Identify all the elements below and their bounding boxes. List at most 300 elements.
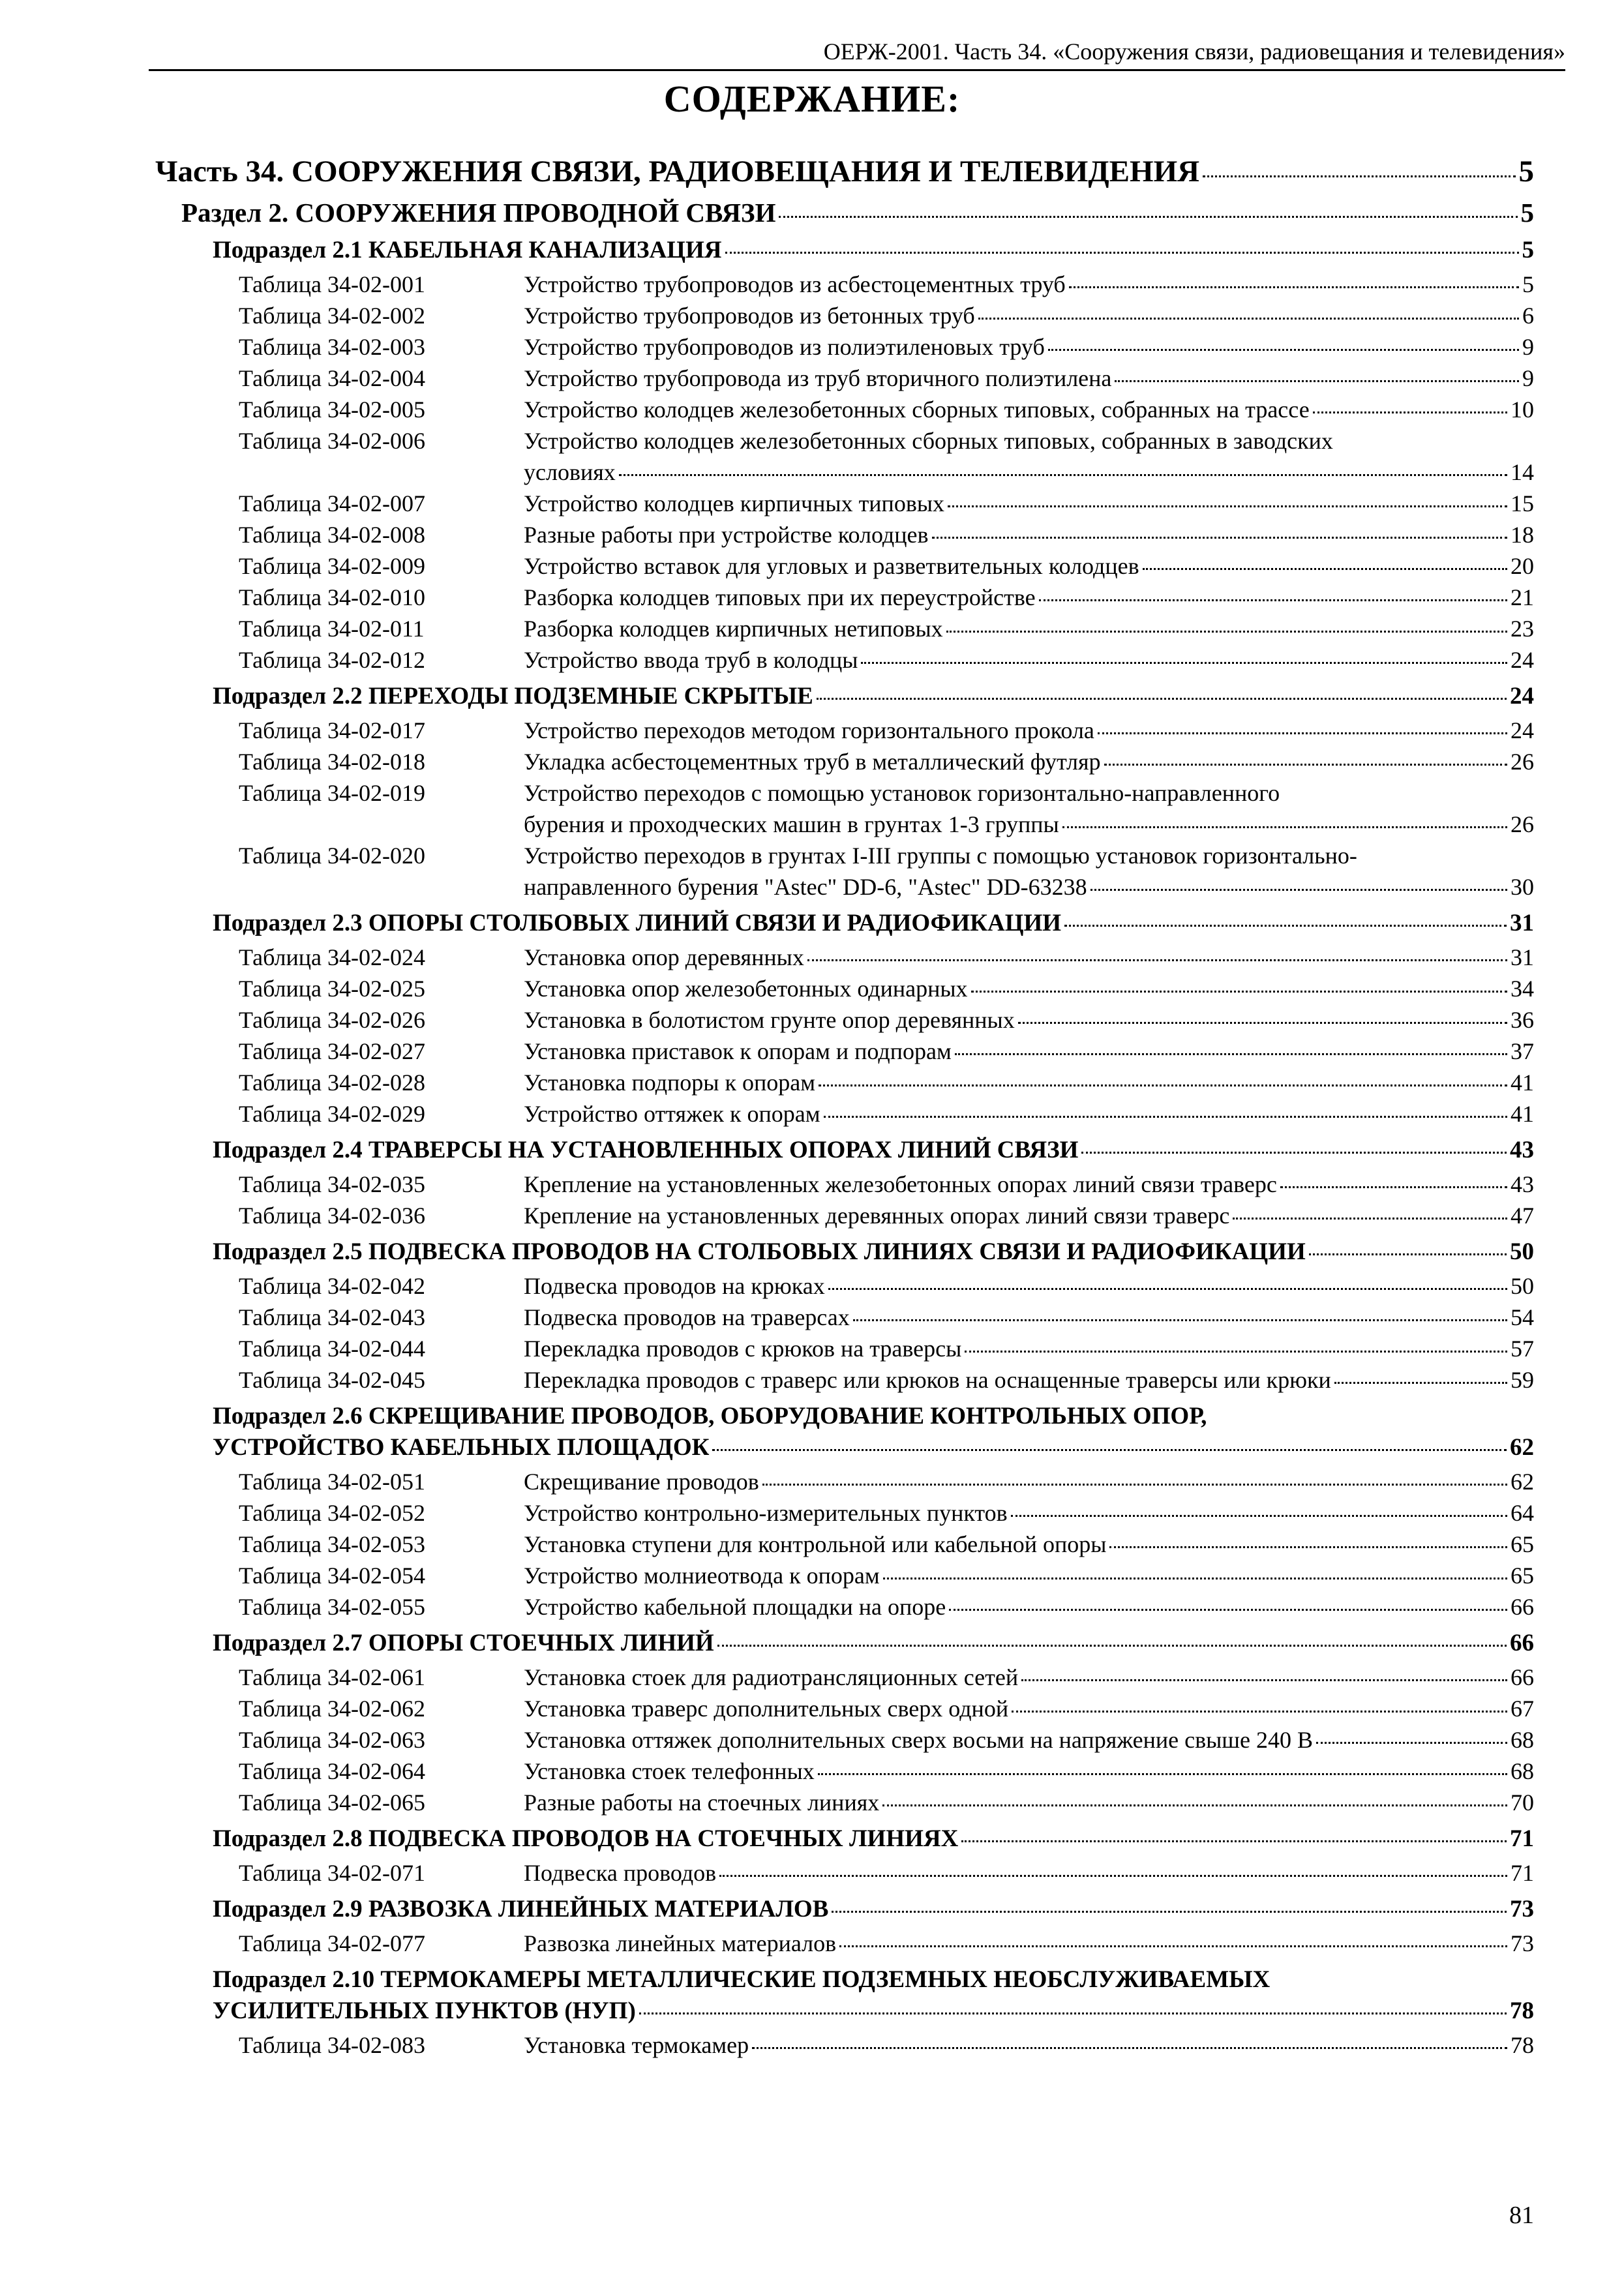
page-ref: 41 [1511, 1101, 1534, 1127]
subsection-heading[interactable] [155, 1823, 1534, 1855]
table-number: Таблица 34-02-025 [239, 976, 425, 1002]
table-number: Таблица 34-02-061 [239, 1664, 425, 1690]
subsection-heading[interactable] [155, 1236, 1534, 1268]
page-ref: 31 [1511, 944, 1534, 970]
table-number: Таблица 34-02-063 [239, 1727, 425, 1753]
toc-table-row[interactable] [239, 746, 1534, 777]
dot-leader [719, 1875, 1507, 1877]
toc-table-row[interactable] [239, 1169, 1534, 1200]
table-title: Устройство вставок для угловых и разветвительных колодцев [524, 553, 1139, 579]
subsection-title: Подраздел 2.5 ПОДВЕСКА ПРОВОДОВ НА СТОЛБОВЫХ ЛИНИЯХ СВЯЗИ И РАДИОФИКАЦИИ [213, 1238, 1306, 1265]
toc-table-row[interactable] [239, 1529, 1534, 1560]
toc-entry-line [524, 1302, 1534, 1333]
table-number: Таблица 34-02-007 [239, 490, 425, 516]
toc-entry-line [524, 1928, 1534, 1959]
page-title: СОДЕРЖАНИЕ: [663, 78, 961, 120]
dot-leader [1021, 1679, 1507, 1681]
toc-table-row[interactable] [239, 942, 1534, 973]
page-ref: 26 [1511, 749, 1534, 775]
table-number: Таблица 34-02-004 [239, 365, 425, 391]
dot-leader [1012, 1711, 1507, 1713]
toc-entry-line [524, 809, 1534, 840]
toc-entry-line [524, 331, 1534, 363]
table-number: Таблица 34-02-012 [239, 647, 425, 673]
toc-entry-line [524, 871, 1534, 903]
table-title: Разборка колодцев типовых при их переустройстве [524, 584, 1036, 610]
table-title: Устройство трубопроводов из бетонных труб [524, 303, 975, 329]
toc-table-row[interactable] [239, 1662, 1534, 1693]
page-ref: 78 [1510, 1997, 1534, 2024]
dot-leader [882, 1804, 1507, 1806]
page-ref: 65 [1511, 1563, 1534, 1589]
table-description [524, 1497, 1534, 1529]
header-rule [149, 69, 1565, 71]
page-ref: 68 [1511, 1727, 1534, 1753]
table-number: Таблица 34-02-027 [239, 1038, 425, 1064]
subsection-block [155, 908, 1534, 1130]
table-title: Перекладка проводов с траверс или крюков на оснащенные траверсы или крюки [524, 1367, 1331, 1393]
dot-leader [1115, 380, 1519, 382]
table-title: Устройство ввода труб в колодцы [524, 647, 858, 673]
table-description [524, 1662, 1534, 1693]
toc-entry-line [524, 1693, 1534, 1724]
table-description [524, 973, 1534, 1004]
page-ref: 47 [1511, 1203, 1534, 1229]
table-title: Устройство колодцев железобетонных сборных типовых, собранных в заводских [524, 428, 1333, 454]
toc-entry-line [524, 1857, 1534, 1889]
table-title: Крепление на установленных железобетонных опорах линий связи траверс [524, 1171, 1277, 1197]
table-number: Таблица 34-02-019 [239, 780, 425, 806]
dot-leader [725, 252, 1519, 254]
table-number: Таблица 34-02-055 [239, 1594, 425, 1620]
table-description [524, 363, 1534, 394]
page-ref: 57 [1511, 1336, 1534, 1362]
toc-table-row[interactable] [239, 613, 1534, 644]
toc-entry-line [524, 1004, 1534, 1036]
dot-leader [818, 1773, 1507, 1775]
table-of-contents [155, 154, 1534, 2061]
table-number: Таблица 34-02-044 [239, 1336, 425, 1362]
table-number: Таблица 34-02-002 [239, 303, 425, 329]
subsection-block [155, 1894, 1534, 1959]
subsection-block [155, 235, 1534, 676]
table-title: Установка в болотистом грунте опор деревянных [524, 1007, 1015, 1033]
table-description [524, 582, 1534, 613]
toc-entry-line [524, 550, 1534, 582]
toc-entry-line [524, 1560, 1534, 1591]
running-header: ОЕРЖ-2001. Часть 34. «Сооружения связи, радиовещания и телевидения» [823, 38, 1565, 65]
dot-leader [832, 1911, 1507, 1913]
table-title: Развозка линейных материалов [524, 1930, 837, 1956]
toc-entry-line [524, 2029, 1534, 2061]
table-description [524, 1756, 1534, 1787]
table-number: Таблица 34-02-042 [239, 1273, 425, 1299]
table-title: Подвеска проводов [524, 1860, 717, 1886]
subsection-title: Подраздел 2.8 ПОДВЕСКА ПРОВОДОВ НА СТОЕЧНЫХ ЛИНИЯХ [213, 1825, 959, 1852]
toc-table-row[interactable] [239, 715, 1534, 746]
toc-entry-line [524, 269, 1534, 300]
toc-entry-line [524, 1756, 1534, 1787]
dot-leader [819, 1085, 1507, 1086]
dot-leader [971, 991, 1507, 993]
table-title: Устройство колодцев кирпичных типовых [524, 490, 945, 516]
table-description [524, 425, 1534, 488]
dot-leader [978, 318, 1519, 320]
dot-leader [752, 2047, 1507, 2049]
dot-leader [828, 1288, 1507, 1290]
dot-leader [1064, 925, 1507, 927]
toc-entry-line [213, 1135, 1534, 1166]
toc-table-row[interactable] [239, 1466, 1534, 1497]
dot-leader [853, 1319, 1507, 1321]
table-title: Устройство кабельной площадки на опоре [524, 1594, 946, 1620]
page-ref: 5 [1522, 237, 1534, 263]
page-ref: 5 [1522, 271, 1534, 297]
subsection-title-cont: УСИЛИТЕЛЬНЫХ ПУНКТОВ (НУП) [213, 1997, 636, 2024]
table-number: Таблица 34-02-065 [239, 1789, 425, 1816]
table-description [524, 1560, 1534, 1591]
table-description [524, 1036, 1534, 1067]
table-title: Установка приставок к опорам и подпорам [524, 1038, 952, 1064]
page-ref: 34 [1511, 976, 1534, 1002]
page-ref: 26 [1511, 811, 1534, 837]
subsection-list [155, 235, 1534, 2061]
toc-table-row[interactable] [239, 1693, 1534, 1724]
table-description [524, 1591, 1534, 1623]
toc-entry-line [213, 1894, 1534, 1925]
toc-entry-line [213, 1823, 1534, 1855]
toc-entry-line [524, 1466, 1534, 1497]
page-ref: 20 [1511, 553, 1534, 579]
table-description [524, 1333, 1534, 1364]
table-title: Крепление на установленных деревянных опорах линий связи траверс [524, 1203, 1230, 1229]
toc-table-row[interactable] [239, 2029, 1534, 2061]
table-description [524, 1067, 1534, 1098]
page-ref: 43 [1510, 1137, 1534, 1163]
table-number: Таблица 34-02-036 [239, 1203, 425, 1229]
toc-entry-line [213, 681, 1534, 712]
page-ref: 43 [1511, 1171, 1534, 1197]
subsection-heading[interactable] [155, 1135, 1534, 1166]
page-number: 81 [1509, 2202, 1534, 2229]
toc-table-row[interactable] [239, 1364, 1534, 1396]
toc-table-row[interactable] [239, 973, 1534, 1004]
table-title: Установка опор деревянных [524, 944, 804, 970]
table-description [524, 1302, 1534, 1333]
page-ref: 71 [1511, 1860, 1534, 1886]
toc-table-row[interactable] [239, 550, 1534, 582]
subsection-title: Подраздел 2.6 СКРЕЩИВАНИЕ ПРОВОДОВ, ОБОРУДОВАНИЕ КОНТРОЛЬНЫХ ОПОР, [213, 1403, 1207, 1429]
table-title: Устройство трубопроводов из асбестоцементных труб [524, 271, 1066, 297]
page-ref: 41 [1511, 1070, 1534, 1096]
toc-table-row[interactable] [239, 1004, 1534, 1036]
table-description [524, 1787, 1534, 1818]
dot-leader [955, 1053, 1507, 1055]
table-list [155, 1928, 1534, 1959]
table-number: Таблица 34-02-029 [239, 1101, 425, 1127]
toc-table-row[interactable] [239, 1497, 1534, 1529]
dot-leader [1081, 1152, 1507, 1154]
section-title: Раздел 2. СООРУЖЕНИЯ ПРОВОДНОЙ СВЯЗИ [181, 198, 776, 228]
table-description [524, 550, 1534, 582]
dot-leader [1313, 411, 1507, 413]
subsection-heading[interactable] [155, 908, 1534, 939]
table-title: Установка термокамер [524, 2032, 749, 2058]
toc-entry-line [524, 519, 1534, 550]
dot-leader [807, 959, 1507, 961]
table-number: Таблица 34-02-003 [239, 334, 425, 360]
toc-table-row[interactable] [239, 1067, 1534, 1098]
subsection-block [155, 681, 1534, 903]
toc-entry-line [213, 908, 1534, 939]
toc-entry-line [524, 1067, 1534, 1098]
subsection-heading[interactable] [155, 235, 1534, 266]
subsection-heading[interactable] [155, 1401, 1534, 1463]
table-title: Установка подпоры к опорам [524, 1070, 815, 1096]
table-number: Таблица 34-02-054 [239, 1563, 425, 1589]
table-list [155, 1466, 1534, 1623]
table-description [524, 746, 1534, 777]
toc-section-entry[interactable] [155, 196, 1534, 230]
toc-table-row[interactable] [239, 582, 1534, 613]
toc-table-row[interactable] [239, 519, 1534, 550]
subsection-title: Подраздел 2.7 ОПОРЫ СТОЕЧНЫХ ЛИНИЙ [213, 1630, 714, 1656]
page-ref: 62 [1510, 1434, 1534, 1461]
toc-table-row[interactable] [239, 269, 1534, 300]
table-title: Устройство колодцев железобетонных сборных типовых, собранных на трассе [524, 396, 1310, 423]
dot-leader [1011, 1515, 1507, 1517]
toc-table-row[interactable] [239, 1333, 1534, 1364]
toc-table-row[interactable] [239, 840, 1534, 903]
toc-entry-line [524, 715, 1534, 746]
table-description [524, 777, 1534, 840]
subsection-block [155, 1135, 1534, 1231]
toc-table-row[interactable] [239, 300, 1534, 331]
page-ref: 23 [1511, 616, 1534, 642]
page-ref: 9 [1522, 365, 1534, 391]
page-ref: 6 [1522, 303, 1534, 329]
dot-leader [961, 1840, 1507, 1842]
toc-table-row[interactable] [239, 1560, 1534, 1591]
table-list [155, 269, 1534, 676]
table-number: Таблица 34-02-026 [239, 1007, 425, 1033]
toc-entry-line [524, 1200, 1534, 1231]
part-title: Часть 34. СООРУЖЕНИЯ СВЯЗИ, РАДИОВЕЩАНИЯ И ТЕЛЕВИДЕНИЯ [155, 155, 1200, 188]
page-ref: 50 [1510, 1238, 1534, 1265]
page-ref: 36 [1511, 1007, 1534, 1033]
table-number: Таблица 34-02-018 [239, 749, 425, 775]
page-ref: 64 [1511, 1500, 1534, 1526]
dot-leader [1280, 1186, 1507, 1188]
toc-entry-line [524, 942, 1534, 973]
toc-table-row[interactable] [239, 1098, 1534, 1130]
toc-table-row[interactable] [239, 1591, 1534, 1623]
table-number: Таблица 34-02-017 [239, 717, 425, 743]
table-description [524, 1928, 1534, 1959]
toc-entry-line [524, 1724, 1534, 1756]
page-ref: 59 [1511, 1367, 1534, 1393]
table-description [524, 840, 1534, 903]
table-title: Разборка колодцев кирпичных нетиповых [524, 616, 943, 642]
toc-table-row[interactable] [239, 644, 1534, 676]
table-description [524, 644, 1534, 676]
toc-entry-line [524, 1497, 1534, 1529]
table-description [524, 1466, 1534, 1497]
table-description [524, 1200, 1534, 1231]
subsection-title: Подраздел 2.9 РАЗВОЗКА ЛИНЕЙНЫХ МАТЕРИАЛОВ [213, 1896, 829, 1922]
table-description [524, 613, 1534, 644]
toc-entry-line [524, 1529, 1534, 1560]
table-title: Скрещивание проводов [524, 1469, 759, 1495]
toc-table-row[interactable] [239, 331, 1534, 363]
dot-leader [1233, 1218, 1507, 1219]
table-description [524, 1529, 1534, 1560]
table-number: Таблица 34-02-005 [239, 396, 425, 423]
subsection-title: Подраздел 2.4 ТРАВЕРСЫ НА УСТАНОВЛЕННЫХ ОПОРАХ ЛИНИЙ СВЯЗИ [213, 1137, 1079, 1163]
toc-table-row[interactable] [239, 1787, 1534, 1818]
toc-entry-line [524, 1169, 1534, 1200]
dot-leader [883, 1578, 1507, 1579]
table-number: Таблица 34-02-077 [239, 1930, 425, 1956]
toc-entry-line [524, 1333, 1534, 1364]
table-number: Таблица 34-02-009 [239, 553, 425, 579]
dot-leader [779, 216, 1517, 218]
dot-leader [932, 537, 1508, 539]
toc-table-row[interactable] [239, 1928, 1534, 1959]
subsection-heading[interactable] [155, 1894, 1534, 1925]
toc-table-row[interactable] [239, 1724, 1534, 1756]
page-ref: 31 [1510, 910, 1534, 936]
table-list [155, 2029, 1534, 2061]
table-list [155, 942, 1534, 1130]
table-description [524, 715, 1534, 746]
toc-table-row[interactable] [239, 1756, 1534, 1787]
subsection-heading[interactable] [155, 1964, 1534, 2027]
subsection-title-cont: УСТРОЙСТВО КАБЕЛЬНЫХ ПЛОЩАДОК [213, 1434, 710, 1461]
toc-entry-line [524, 1364, 1534, 1396]
page-ref: 78 [1511, 2032, 1534, 2058]
page-ref: 65 [1511, 1531, 1534, 1557]
page-ref: 73 [1511, 1930, 1534, 1956]
table-number: Таблица 34-02-051 [239, 1469, 425, 1495]
dot-leader [639, 2012, 1507, 2014]
toc-table-row[interactable] [239, 394, 1534, 425]
page-ref: 10 [1511, 396, 1534, 423]
toc-table-row[interactable] [239, 1302, 1534, 1333]
table-title: Устройство переходов с помощью установок горизонтально-направленного [524, 780, 1280, 806]
table-number: Таблица 34-02-028 [239, 1070, 425, 1096]
table-list [155, 1857, 1534, 1889]
dot-leader [949, 1609, 1507, 1611]
subsection-block [155, 1628, 1534, 1818]
toc-table-row[interactable] [239, 1857, 1534, 1889]
table-title: Разные работы при устройстве колодцев [524, 522, 929, 548]
page-ref: 14 [1511, 459, 1534, 485]
table-title-cont: направленного бурения "Astec" DD-6, "Astec" DD-63238 [524, 874, 1087, 900]
page-ref: 73 [1510, 1896, 1534, 1922]
toc-entry-line [524, 613, 1534, 644]
subsection-title: Подраздел 2.1 КАБЕЛЬНАЯ КАНАЛИЗАЦИЯ [213, 237, 722, 263]
subsection-block [155, 1964, 1534, 2061]
table-title: Устройство трубопровода из труб вторичного полиэтилена [524, 365, 1112, 391]
table-description [524, 1098, 1534, 1130]
toc-table-row[interactable] [239, 488, 1534, 519]
table-description [524, 2029, 1534, 2061]
toc-entry-line [524, 300, 1534, 331]
table-description [524, 300, 1534, 331]
toc-entry-line [524, 1787, 1534, 1818]
table-title-cont: условиях [524, 459, 616, 485]
subsection-block [155, 1401, 1534, 1623]
table-title: Устройство оттяжек к опорам [524, 1101, 820, 1127]
dot-leader [965, 1351, 1507, 1353]
page-ref: 54 [1511, 1304, 1534, 1330]
table-number: Таблица 34-02-045 [239, 1367, 425, 1393]
table-number: Таблица 34-02-062 [239, 1696, 425, 1722]
table-title: Укладка асбестоцементных труб в металлический футляр [524, 749, 1101, 775]
subsection-title: Подраздел 2.10 ТЕРМОКАМЕРЫ МЕТАЛЛИЧЕСКИЕ ПОДЗЕМНЫХ НЕОБСЛУЖИВАЕМЫХ [213, 1966, 1271, 1993]
page-ref: 24 [1511, 717, 1534, 743]
toc-table-row[interactable] [239, 1200, 1534, 1231]
toc-part-entry[interactable] [155, 154, 1534, 189]
dot-leader [817, 698, 1507, 700]
subsection-heading[interactable] [155, 1628, 1534, 1659]
toc-entry-line [524, 1270, 1534, 1302]
table-description [524, 269, 1534, 300]
page-ref: 66 [1510, 1630, 1534, 1656]
dot-leader [1018, 1022, 1507, 1024]
table-description [524, 1364, 1534, 1396]
subsection-block [155, 1236, 1534, 1396]
page-ref: 24 [1510, 683, 1534, 710]
toc-table-row[interactable] [239, 1036, 1534, 1067]
dot-leader [1309, 1253, 1507, 1255]
toc-table-row[interactable] [239, 363, 1534, 394]
dot-leader [1048, 349, 1519, 351]
page-ref: 71 [1510, 1825, 1534, 1852]
table-title: Устройство молниеотвода к опорам [524, 1563, 880, 1589]
table-number: Таблица 34-02-052 [239, 1500, 425, 1526]
table-title: Разные работы на стоечных линиях [524, 1789, 880, 1816]
toc-table-row[interactable] [239, 777, 1534, 840]
page-ref: 24 [1511, 647, 1534, 673]
toc-entry-line [524, 1662, 1534, 1693]
toc-table-row[interactable] [239, 425, 1534, 488]
page-ref: 66 [1511, 1594, 1534, 1620]
toc-entry-line [524, 1098, 1534, 1130]
table-title: Установка ступени для контрольной или кабельной опоры [524, 1531, 1107, 1557]
table-list [155, 1169, 1534, 1231]
page-ref: 18 [1511, 522, 1534, 548]
toc-entry-line [524, 394, 1534, 425]
table-description [524, 942, 1534, 973]
dot-leader [1039, 599, 1507, 601]
toc-entry-line [213, 1628, 1534, 1659]
dot-leader [1062, 826, 1507, 828]
page-ref: 66 [1511, 1664, 1534, 1690]
toc-entry-line [213, 1236, 1534, 1268]
page-ref: 68 [1511, 1758, 1534, 1784]
table-list [155, 1662, 1534, 1818]
toc-table-row[interactable] [239, 1270, 1534, 1302]
table-number: Таблица 34-02-043 [239, 1304, 425, 1330]
table-number: Таблица 34-02-001 [239, 271, 425, 297]
table-title: Установка оттяжек дополнительных сверх восьми на напряжение свыше 240 В [524, 1727, 1314, 1753]
table-title: Подвеска проводов на траверсах [524, 1304, 850, 1330]
table-title: Установка стоек телефонных [524, 1758, 815, 1784]
table-title: Перекладка проводов с крюков на траверсы [524, 1336, 962, 1362]
subsection-heading[interactable] [155, 681, 1534, 712]
